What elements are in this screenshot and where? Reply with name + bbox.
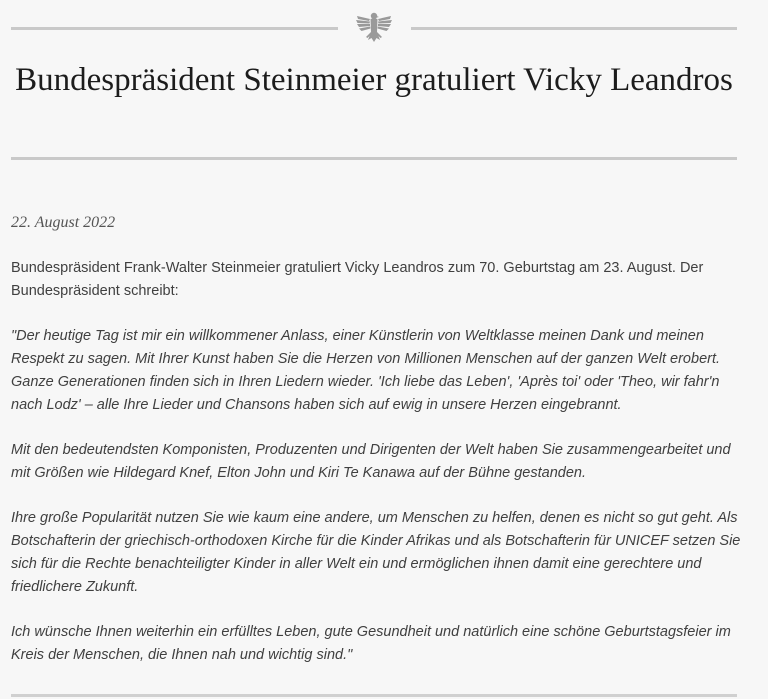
page-title: Bundespräsident Steinmeier gratuliert Vicky Leandros [15,62,733,98]
divider-line-right [411,27,737,30]
title-divider [11,157,737,160]
bottom-divider [11,694,737,697]
quote-paragraph: "Der heutige Tag ist mir ein willkommener Anlass, einer Künstlerin von Weltklasse meinen Dank und meinen Respekt zu sagen. Mit Ihrer Kunst haben Sie die Herzen von Millionen Menschen auf der ganzen Welt erobert. Ganze Generationen finden sich in Ihren Liedern wieder. 'Ich liebe das Leben', 'Après toi' oder 'Theo, wir fahr'n nach Lodz' – alle Ihre Lieder und Chansons haben sich auf ewig in unsere Herzen eingebrannt. [11,328,721,413]
intro-paragraph: Bundespräsident Frank-Walter Steinmeier gratuliert Vicky Leandros zum 70. Geburtstag am 23. August. Der Bundespräsident schreibt: [11,260,704,299]
emblem-divider [11,10,737,46]
federal-eagle-icon [354,10,394,46]
article-body [11,257,751,689]
quote-paragraph: Ihre große Popularität nutzen Sie wie kaum eine andere, um Menschen zu helfen, denen es nicht so gut geht. Als Botschafterin der griechisch-orthodoxen Kirche für die Kinder Afrikas und als Botschafterin für UNICEF setzen Sie sich für die Rechte benachteiligter Kinder in aller Welt ein und ermöglichen ihnen damit eine gerechtere und friedlichere Zukunft. [11,510,741,595]
quote-paragraph: Mit den bedeutendsten Komponisten, Produzenten und Dirigenten der Welt haben Sie zusammengearbeitet und mit Größen wie Hildegard Knef, Elton John und Kiri Te Kanawa auf der Bühne gestanden. [11,442,731,481]
article-date: 22. August 2022 [11,214,116,231]
quote-paragraph: Ich wünsche Ihnen weiterhin ein erfülltes Leben, gute Gesundheit und natürlich eine schöne Geburtstagsfeier im Kreis der Menschen, die Ihnen nah und wichtig sind." [11,624,731,663]
divider-line-left [11,27,338,30]
